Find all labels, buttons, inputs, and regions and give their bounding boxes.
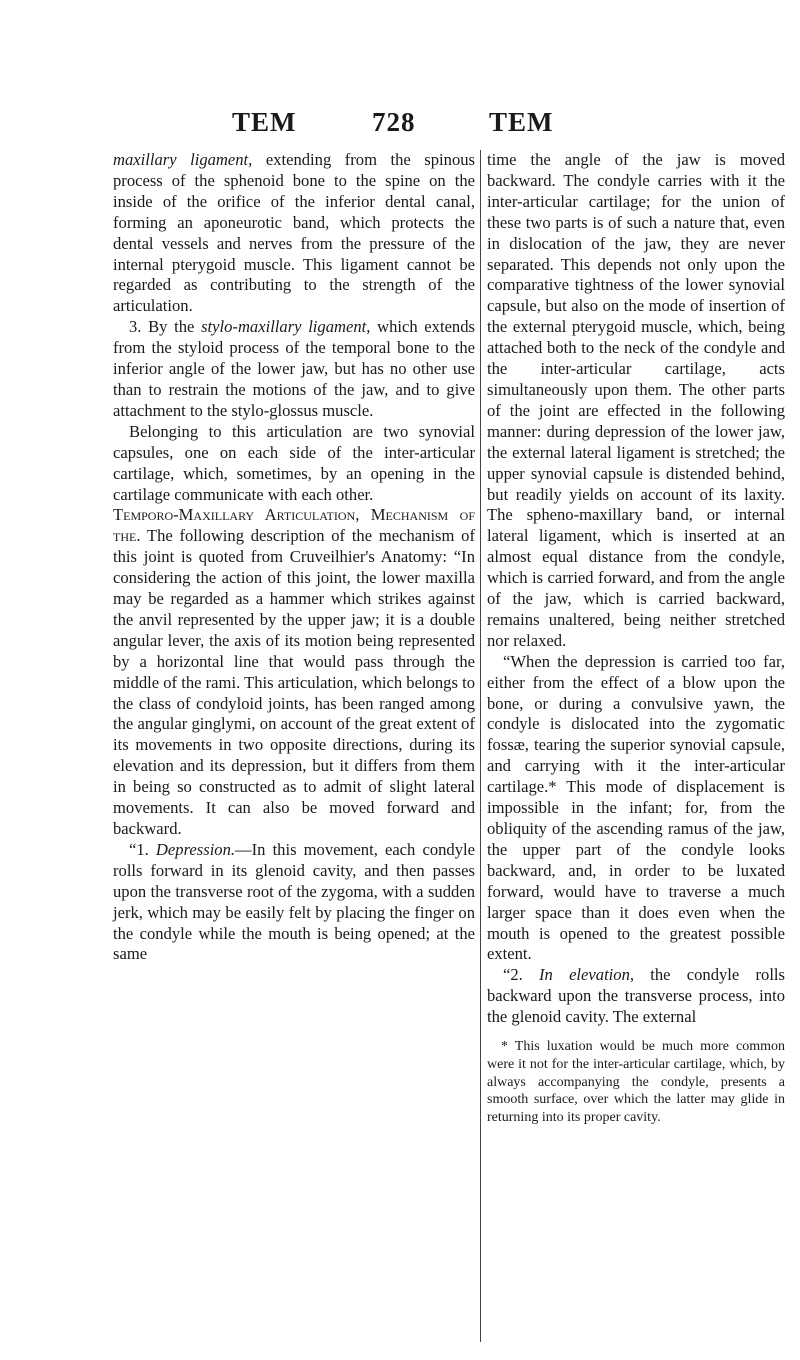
running-header bbox=[0, 104, 800, 144]
italic-term: maxillary ligament, bbox=[113, 150, 253, 169]
footnote bbox=[487, 1038, 785, 1127]
paragraph-text: time the angle of the jaw is moved backward. The condyle carries with it the inter-articular cartilage; for the union of these two parts is of such a nature that, even in dislocation of the jaw, they are never separated. This depends not only upon the comparative tightness of the lower synovial capsule, but also on the mode of insertion of the external pterygoid muscle, which, being attached both to the neck of the condyle and the inter-articular cartilage, acts simultaneously upon them. The other parts of the joint are effected in the following manner: during depression of the lower jaw, the external lateral ligament is stretched; the upper synovial capsule is distended behind, but readily yields on account of its laxity. The spheno-maxillary band, or internal lateral ligament, which is inserted at an almost equal distance from the condyle, which is carried forward, and from the angle of the jaw, which is carried backward, remains unaltered, being neither stretched nor relaxed. bbox=[487, 150, 785, 650]
header-right-word: TEM bbox=[489, 107, 554, 137]
paragraph bbox=[113, 422, 475, 506]
paragraph bbox=[113, 317, 475, 422]
paragraph bbox=[487, 652, 785, 966]
paragraph-text: the condyle rolls backward upon the transverse process, into the glenoid cavity. The external bbox=[487, 965, 785, 1027]
footnote-text: * This luxation would be much more common were it not for the inter-articular cartilage, which, by always accompanying the condyle, presents a smooth surface, over which the latter may glide in returning into its proper cavity. bbox=[487, 1039, 785, 1126]
paragraph-text: “When the depression is carried too far, either from the effect of a blow upon the bone, or during a convulsive yawn, the condyle is dislocated into the zygomatic fossæ, tearing the superior synovial capsule, and carrying with it the inter-articular cartilage.* This mode of displacement is impossible in the infant; for, from the obliquity of the ascending ramus of the jaw, the upper part of the condyle looks backward, and, in order to be luxated forward, would have to traverse a much larger space than it does even when the mouth is opened to the greatest possible extent. bbox=[487, 651, 785, 964]
right-column bbox=[487, 150, 785, 1127]
entry-heading: Temporo-Maxillary Articulation, Mechanism of the. bbox=[113, 505, 475, 546]
italic-term: In elevation, bbox=[539, 965, 635, 985]
paragraph bbox=[113, 840, 475, 965]
page-number: 728 bbox=[372, 107, 416, 137]
paragraph-number: “1. bbox=[129, 839, 156, 859]
italic-term: Depression. bbox=[155, 839, 236, 859]
left-column bbox=[113, 150, 475, 965]
paragraph bbox=[487, 150, 785, 652]
paragraph-text: The following description of the mechanism of this joint is quoted from Cruveilhier's Anatomy: “In considering the action of this joint, the lower maxilla may be regarded as a hammer which strikes against the anvil represented by the upper jaw; it is a double angular lever, the axis of its motion being represented by a horizontal line that would pass through the middle of the rami. This articulation, which belongs to the class of condyloid joints, has been ranged among the angular ginglymi, on account of the great extent of its movements in two opposite directions, during its elevation and its depression, but it differs from them in being so constructed as to admit of slight lateral movements. It can also be moved forward and backward. bbox=[113, 526, 475, 838]
header-left-word: TEM bbox=[232, 107, 297, 137]
paragraph bbox=[113, 505, 475, 840]
paragraph-text: which extends from the styloid process of the temporal bone to the inferior angle of the lower jaw, but has no other use than to restrain the motions of the jaw, and to give attachment to the stylo-glossus muscle. bbox=[113, 317, 475, 420]
italic-term: stylo-maxillary ligament, bbox=[201, 317, 371, 337]
paragraph bbox=[113, 150, 475, 317]
paragraph bbox=[487, 965, 785, 1028]
paragraph-text: —In this movement, each condyle rolls forward in its glenoid cavity, and then passes upon the transverse root of the zygoma, with a sudden jerk, which may be easily felt by placing the finger on the condyle while the mouth is being opened; at the same bbox=[113, 839, 475, 964]
paragraph-number: “2. bbox=[503, 965, 540, 985]
paragraph-text: extending from the spinous process of the sphenoid bone to the spine on the inside of the orifice of the inferior dental canal, forming an aponeurotic band, which protects the dental vessels and nerves from the pressure of the internal pterygoid muscle. This ligament cannot be regarded as contributing to the strength of the articulation. bbox=[113, 150, 475, 316]
paragraph-number: 3. By the bbox=[129, 317, 202, 337]
column-divider bbox=[480, 150, 481, 1342]
paragraph-text: Belonging to this articulation are two synovial capsules, one on each side of the inter-articular cartilage, which, sometimes, by an opening in the cartilage communicate with each other. bbox=[113, 421, 475, 504]
